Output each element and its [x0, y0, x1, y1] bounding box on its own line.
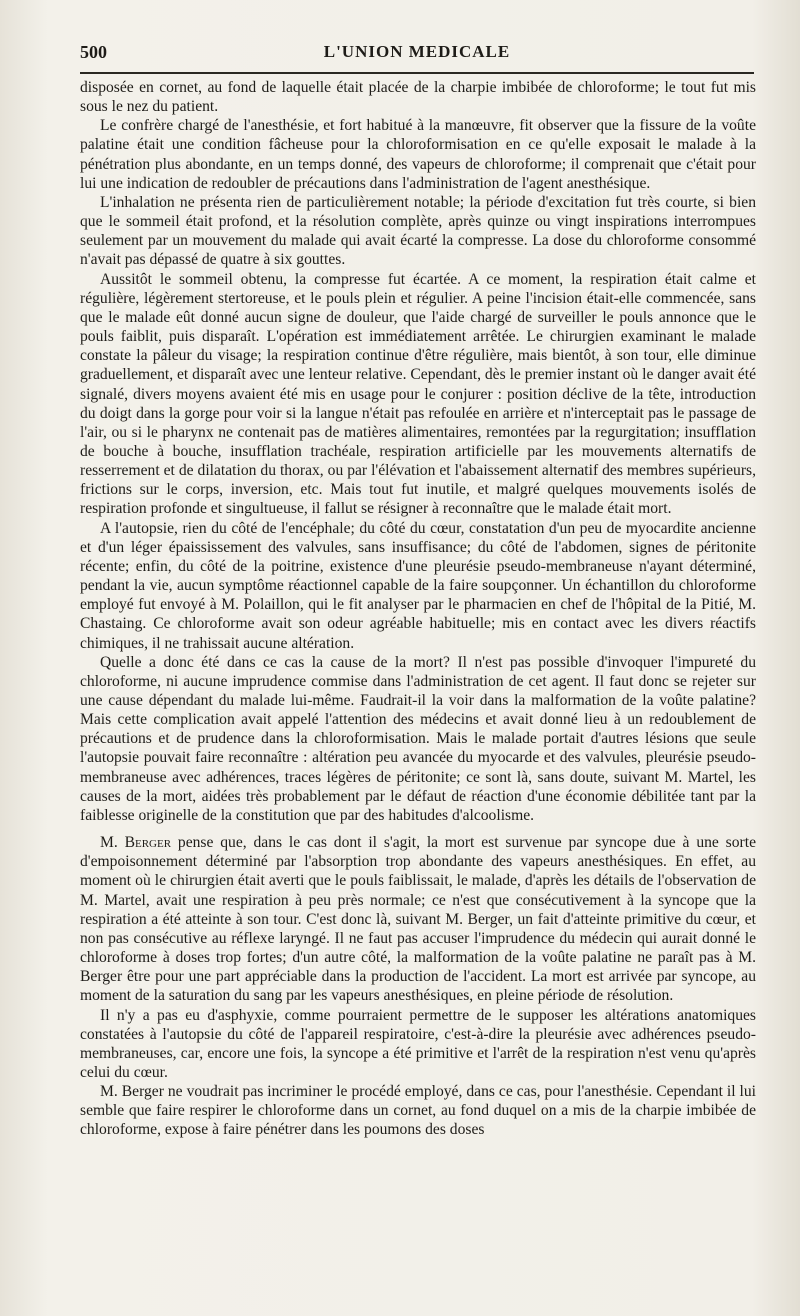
paragraph: Le confrère chargé de l'anesthésie, et fort habitué à la manœuvre, fit observer que la fissure de la voûte palatine était une condition fâcheuse pour la chloroformisation en ce qu'elle exposait le malade à la pénétration plus abondante, en un temps donné, des vapeurs de chloroforme; il comprenait que c'était pour lui une indication de redoubler de précautions dans l'administration de l'agent anesthésique.: [80, 117, 756, 192]
paragraph: A l'autopsie, rien du côté de l'encéphale; du côté du cœur, constatation d'un peu de myocardite ancienne et d'un léger épaississement des valvules, sans insuffisance; du côté de l'abdomen, signes de péritonite récente; enfin, du côté de la poitrine, existence d'une pleurésie pseudo-membraneuse n'ayant déterminé, pendant la vie, aucun symptôme réactionnel capable de la faire soupçonner. Un échantillon du chloroforme employé fut envoyé à M. Polaillon, qui le fit analyser par le pharmacien en chef de l'hôpital de la Pitié, M. Chastaing. Ce chloroforme avait son odeur agréable habituelle; mis en contact avec les divers réactifs chimiques, il ne trahissait aucune altération.: [80, 519, 756, 652]
paragraph-text: pense que, dans le cas dont il s'agit, la mort est survenue par syncope due à une sorte d'empoisonnement déterminé par l'absorption trop abondante des vapeurs anesthésiques. En effet, au moment où le chirurgien était averti que le pouls faiblissait, le malade, d'après les détails de l'observation de M. Martel, avait une respiration à peu près normale; ce n'est que consécutivement à la syncope que la respiration a été atteinte à son tour. C'est donc là, suivant M. Berger, un fait d'atteinte primitive du cœur, et non pas consécutive au réflexe laryngé. Il ne faut pas accuser l'imprudence du médecin qui aurait donné le chloroforme à doses trop fortes; d'un autre côté, la malformation de la voûte palatine ne paraît pas à M. Berger être pour une part appréciable dans la production de l'accident. La mort est arrivée par syncope, au moment de la saturation du sang par les vapeurs anesthésiques, en pleine période de résolution.: [80, 834, 756, 1005]
paragraph: L'inhalation ne présenta rien de particulièrement notable; la période d'excitation fut très courte, si bien que le sommeil était profond, et la résolution complète, après quinze ou vingt inspirations interrompues seulement par un mouvement du malade qui avait écarté la compresse. La dose du chloroforme consommé n'avait pas dépassé de quatre à six gouttes.: [80, 193, 756, 269]
paragraph: Aussitôt le sommeil obtenu, la compresse fut écartée. A ce moment, la respiration était calme et régulière, légèrement stertoreuse, et le pouls plein et régulier. A peine l'incision était-elle commencée, sans que le malade eût donné aucun signe de douleur, que l'aide chargé de surveiller le pouls annonce que le pouls faiblit, puis disparaît. L'opération est immédiatement arrêtée. Le chirurgien examinant le malade constate la pâleur du visage; la respiration continue d'être régulière, mais bientôt, à son tour, elle diminue graduellement, et disparaît avec une lenteur relative. Cependant, dès le premier instant où le danger avait été signalé, divers moyens avaient été mis en usage pour le conjurer : position déclive de la tête, introduction du doigt dans la gorge pour voir si la langue n'était pas refoulée en arrière et n'interceptait pas le passage de l'air, ou si le pharynx ne contenait pas de matières alimentaires, remontées par la regurgitation; insufflation de bouche à bouche, insufflation trachéale, respiration artificielle par les mouvements alternatifs de resserrement et de dilatation du thorax, ou par l'élévation et l'abaissement alternatif des membres supérieurs, frictions sur le corps, inversion, etc. Mais tout fut inutile, et malgré quelques mouvements isolés de respiration profonde et singultueuse, il fallut se résigner à reconnaître que le malade était mort.: [80, 270, 756, 518]
paragraph: disposée en cornet, au fond de laquelle était placée de la charpie imbibée de chloroforme; le tout fut mis sous le nez du patient.: [80, 79, 756, 116]
paragraph: M. Berger ne voudrait pas incriminer le procédé employé, dans ce cas, pour l'anesthésie. Cependant il lui semble que faire respirer le chloroforme dans un cornet, au fond duquel on a mis de la charpie imbibée de chloroforme, expose à faire pénétrer dans les poumons des doses: [80, 1083, 756, 1139]
paragraph: Il n'y a pas eu d'asphyxie, comme pourraient permettre de le supposer les altérations anatomiques constatées à l'autopsie du côté de l'appareil respiratoire, c'est-à-dire la pleurésie avec adhérences pseudo-membraneuses, car, encore une fois, la syncope a été primitive et l'arrêt de la respiration n'est venu qu'après celui du cœur.: [80, 1006, 756, 1081]
article-body: [80, 78, 756, 1296]
paragraph: Quelle a donc été dans ce cas la cause de la mort? Il n'est pas possible d'invoquer l'impureté du chloroforme, ni aucune imprudence commise dans l'administration de cet agent. Il faut donc se rejeter sur une cause dépendant du malade lui-même. Faudrait-il la voir dans la malformation de la voûte palatine? Mais cette complication avait appelé l'attention des médecins et avait donné lieu à un redoublement de précautions et de prudence dans la chloroformisation. Mais le malade portait d'autres lésions que seule l'autopsie pouvait faire reconnaître : altération peu avancée du myocarde et des valvules, pleurésie pseudo-membraneuse avec adhérences, traces légères de péritonite; ce sont là, sans doute, suivant M. Martel, les causes de la mort, aidées très probablement par le défaut de réaction d'une économie débilitée tant par la faiblesse originelle de la constitution que par des habitudes d'alcoolisme.: [80, 653, 756, 824]
speaker-name: M. Berger: [100, 834, 172, 852]
header-rule: [80, 72, 754, 74]
page-header: [80, 42, 754, 72]
page-number: 500: [80, 42, 107, 62]
running-title: L'UNION MEDICALE: [323, 42, 511, 61]
paragraph-berger: [80, 833, 756, 1005]
